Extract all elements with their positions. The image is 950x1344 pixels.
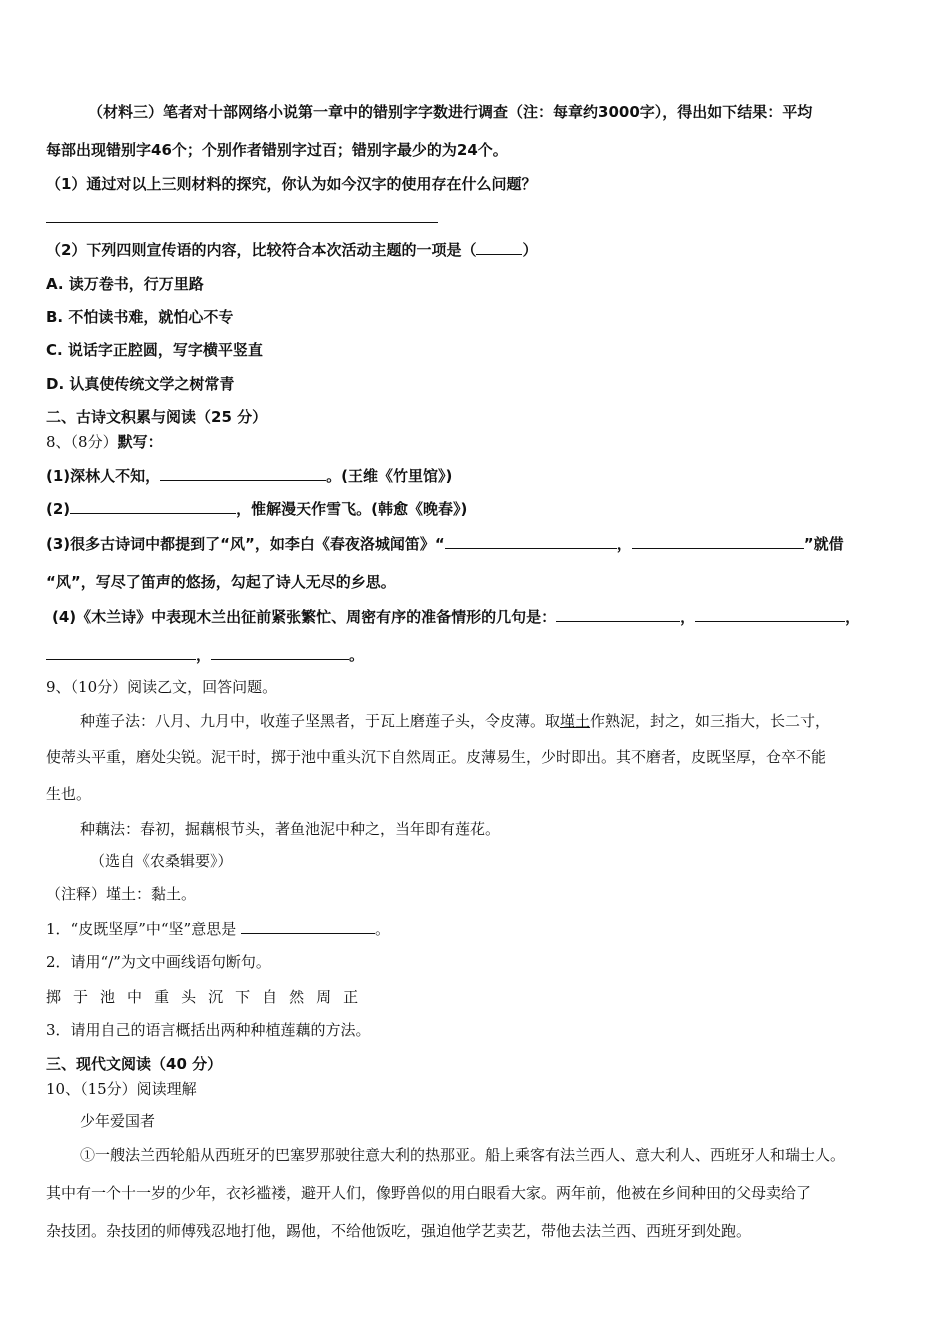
passage-line: 使蒂头平重，磨处尖锐。泥干时，掷于池中重头沉下自然周正。皮薄易生，少时即出。其不磨者，皮既坚厚，仓卒不能 xyxy=(46,748,827,766)
passage-source: （选自《农桑辑要》） xyxy=(90,852,233,870)
q8-item-4: (4)《木兰诗》中表现木兰出征前紧张繁忙、周密有序的准备情形的几句是： ， ， xyxy=(52,608,861,626)
answer-blank[interactable] xyxy=(241,919,375,934)
q8-item-3-cont: “风”，写尽了笛声的悠扬，勾起了诗人无尽的乡思。 xyxy=(46,573,396,591)
question-1: （1）通过对以上三则材料的探究，你认为如今汉字的使用存在什么问题？ xyxy=(46,175,537,193)
passage-note: （注释）墐土：黏土。 xyxy=(46,885,197,903)
article-line: 杂技团。杂技团的师傅残忍地打他，踢他，不给他饭吃，强迫他学艺卖艺，带他去法兰西、西班牙到处跑。 xyxy=(46,1222,752,1240)
answer-line[interactable] xyxy=(46,222,438,223)
answer-blank[interactable] xyxy=(556,607,680,622)
question-8-heading: 8、（8分）默写： xyxy=(46,433,163,451)
answer-blank[interactable] xyxy=(695,607,845,622)
q8-item-1: (1)深林人不知， 。(王维《竹里馆》) xyxy=(46,467,453,485)
question-10-heading: 10、（15分）阅读理解 xyxy=(46,1080,197,1098)
answer-blank[interactable] xyxy=(476,240,522,255)
option-c: C. 说话字正腔圆，写字横平竖直 xyxy=(46,341,263,359)
material3-line1: （材料三）笔者对十部网络小说第一章中的错别字字数进行调查（注：每章约3000字），得出如下结果：平均 xyxy=(88,103,813,121)
answer-blank[interactable] xyxy=(46,645,196,660)
passage-line: 生也。 xyxy=(46,785,92,803)
answer-blank[interactable] xyxy=(632,534,804,549)
section-3-heading: 三、现代文阅读（40 分） xyxy=(46,1055,223,1073)
sentence-to-punctuate: 掷 于 池 中 重 头 沉 下 自 然 周 正 xyxy=(46,988,359,1006)
option-d: D. 认真使传统文学之树常青 xyxy=(46,375,235,393)
article-line: 其中有一个十一岁的少年，衣衫褴褛，避开人们，像野兽似的用白眼看大家。两年前，他被在乡间种田的父母卖给了 xyxy=(46,1184,812,1202)
article-title: 少年爱国者 xyxy=(80,1112,156,1130)
question-2: （2）下列四则宣传语的内容，比较符合本次活动主题的一项是（ ） xyxy=(46,241,538,259)
passage-paragraph: 种莲子法：八月、九月中，收莲子坚黑者，于瓦上磨莲子头，令皮薄。取墐土作熟泥，封之，如三指大，长二寸， xyxy=(80,712,831,730)
answer-blank[interactable] xyxy=(160,466,326,481)
q8-item-4-cont: ， 。 xyxy=(46,645,364,665)
option-a: A. 读万卷书，行万里路 xyxy=(46,275,204,293)
q8-item-3: (3)很多古诗词中都提到了“风”，如李白《春夜洛城闻笛》“ ， ”就借 xyxy=(46,535,844,553)
sub-question-1: 1．“皮既坚厚”中“坚”意思是 。 xyxy=(46,920,391,938)
material3-line2: 每部出现错别字46个；个别作者错别字过百；错别字最少的为24个。 xyxy=(46,141,508,159)
article-paragraph: ①一艘法兰西轮船从西班牙的巴塞罗那驶往意大利的热那亚。船上乘客有法兰西人、意大利人、西班牙人和瑞士人。 xyxy=(80,1146,846,1164)
sub-question-3: 3．请用自己的语言概括出两种种植莲藕的方法。 xyxy=(46,1021,371,1039)
option-b: B. 不怕读书难，就怕心不专 xyxy=(46,308,234,326)
answer-blank[interactable] xyxy=(445,534,617,549)
section-2-heading: 二、古诗文积累与阅读（25 分） xyxy=(46,408,268,426)
sub-question-2: 2．请用“/”为文中画线语句断句。 xyxy=(46,953,271,971)
passage-paragraph: 种藕法：春初，掘藕根节头，著鱼池泥中种之，当年即有莲花。 xyxy=(80,820,501,838)
answer-blank[interactable] xyxy=(211,645,349,660)
q8-item-2: (2) ，惟解漫天作雪飞。(韩愈《晚春》) xyxy=(46,500,468,518)
answer-blank[interactable] xyxy=(70,499,236,514)
question-9-heading: 9、（10分）阅读乙文，回答问题。 xyxy=(46,678,278,696)
